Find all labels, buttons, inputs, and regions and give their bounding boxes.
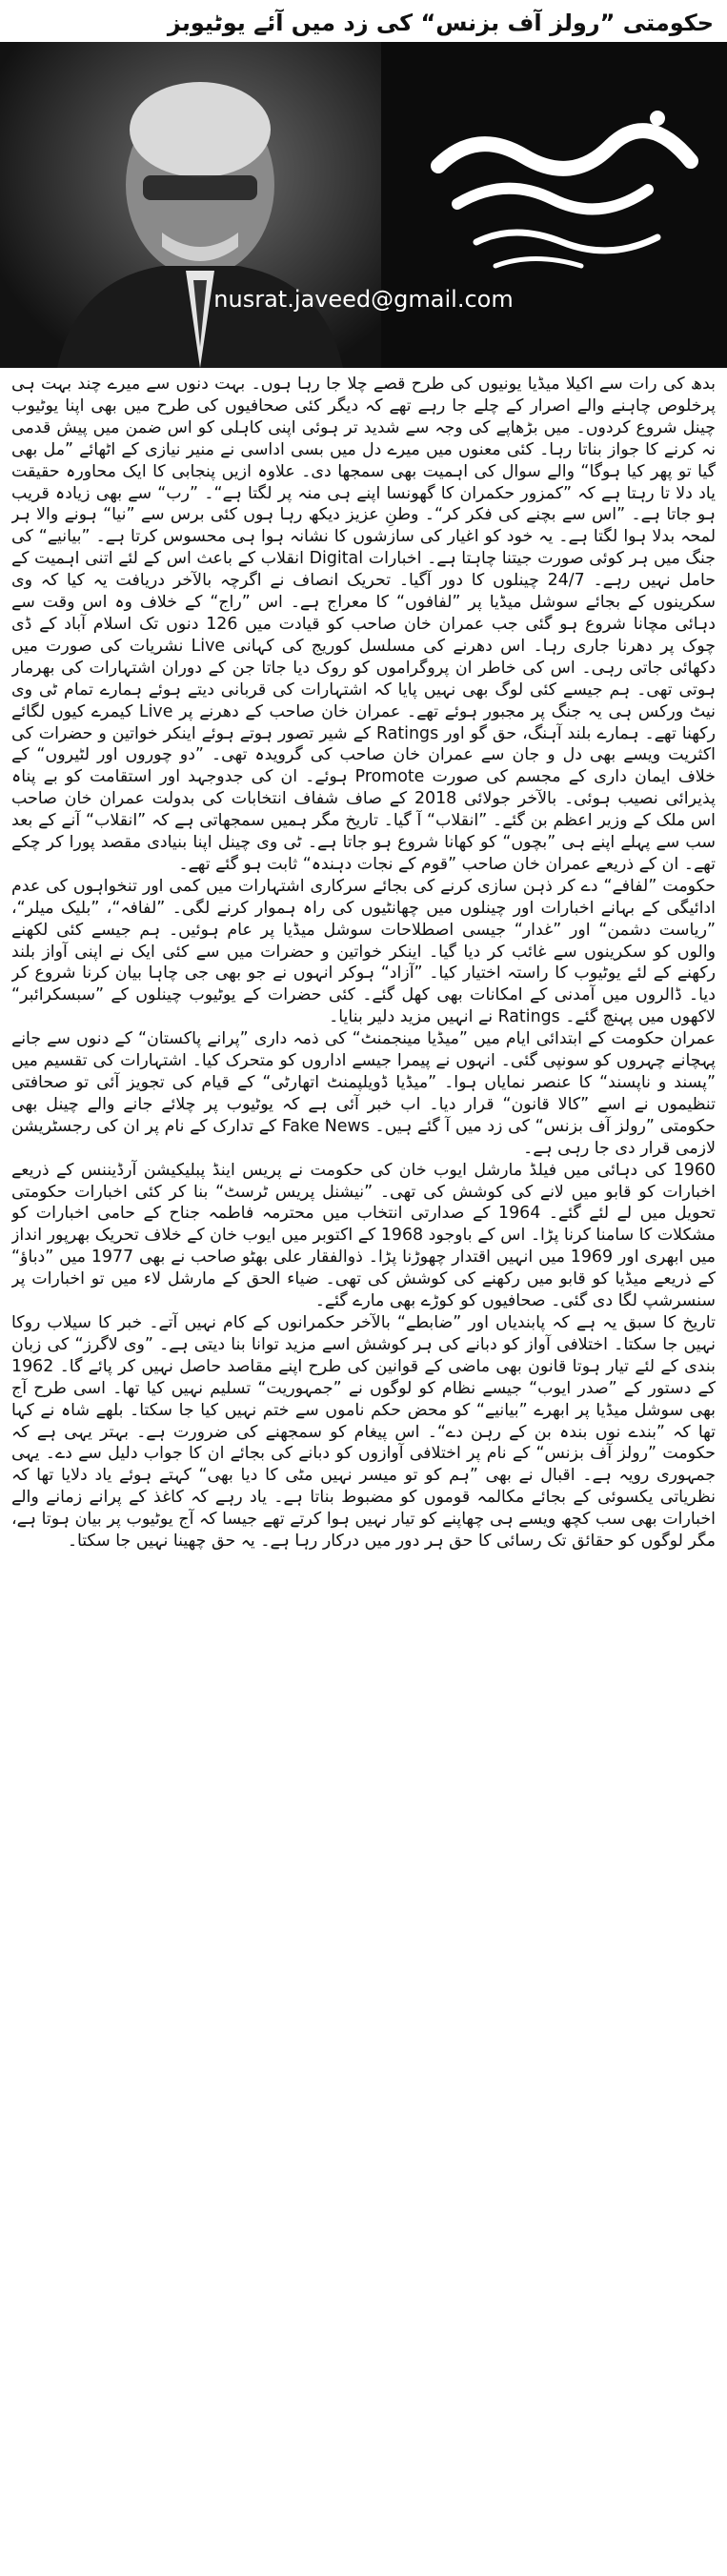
article-paragraph: تاریخ کا سبق یہ ہے کہ پابندیاں اور ”ضابطے“ بالآخر حکمرانوں کے کام نہیں آتے۔ خبر کا سیلاب روکا نہیں جا سکتا۔ اختلافی آواز کو دبانے کی ہر کوشش اسے مزید توانا بنا دیتی ہے۔ ”وی لاگرز“ کی زبان بندی کے لئے تیار ہوتا قانون بھی ماضی کے قوانین کی طرح اپنے مقاصد حاصل نہیں کر پائے گا۔ 1962 کے دستور کے ”صدر ایوب“ جیسے نظام کو لوگوں نے ”جمہوریت“ تسلیم نہیں کیا تھا۔ اسی طرح آج بھی سوشل میڈیا پر ابھرے ”بیانیے“ کو محض حکم ناموں سے ختم نہیں کیا جا سکتا۔ بلھے شاہ نے کہا تھا کہ ”بندے نوں بندہ بن کے رہن دے“۔ اس پیغام کو سمجھنے کی ضرورت ہے۔ بہتر یہی ہے کہ حکومت ”رولز آف بزنس“ کے نام پر اختلافی آوازوں کو دبانے کی بجائے ان کا جواب دلیل سے دے۔ یہی جمہوری رویہ ہے۔ اقبال نے بھی ”ہم کو تو میسر نہیں مٹی کا دیا بھی“ کہتے ہوئے یاد دلایا تھا کہ نظریاتی یکسوئی کے بجائے مکالمہ قوموں کو مضبوط بناتا ہے۔ یاد رہے کہ کاغذ کے پرانے زمانے والے اخبارات بھی سب کچھ ویسے ہی چھاپنے کو تیار نہیں ہوا کرتے تھے جیسا کہ آج یوٹیوب پر بیان ہوتا ہے، مگر لوگوں کو حقائق تک رسائی کا حق ہر دور میں درکار رہا ہے۔ یہ حق چھینا نہیں جا سکتا۔: [11, 1312, 716, 1552]
author-email[interactable]: nusrat.javeed@gmail.com: [213, 286, 514, 313]
article-headline: حکومتی ”رولز آف بزنس“ کی زد میں آئے یوٹیوبز: [167, 10, 714, 36]
article-paragraph: بدھ کی رات سے اکیلا میڈیا یونیوں کی طرح قصے چلا جا رہا ہوں۔ بہت دنوں سے میرے چند بہت ہی پرخلوص چاہنے والے اصرار کے چلے جا رہے تھے کہ دیگر کئی صحافیوں کی طرح میں بھی اپنا یوٹیوب چینل شروع کردوں۔ میں بڑھاپے کی وجہ سے شدید تر ہوئی اپنی کاہلی کو اس ضمن میں پیش قدمی نہ کرنے کا جواز بناتا رہا۔ کئی معنوں میں میرے دل میں بسی اداسی نے منیر نیازی کے اٹھائے ”مل بھی گیا تو پھر کیا ہوگا“ والے سوال کی اہمیت بھی سمجھا دی۔ علاوہ ازیں پنجابی کا ایک محاورہ حقیقت یاد دلا تا رہتا ہے کہ ”کمزور حکمران کا گھونسا اپنے ہی منہ پر لگتا ہے“۔ ”رب“ سے بھی زیادہ قریب ہو جاتا ہے۔ ”اس سے بچنے کی فکر کر“۔ وطنِ عزیز دیکھ رہا ہوں کئی برس سے ”نیا“ ہونے والا ہر لمحہ بدلا ہوا لگتا ہے۔ یہ خود کو اغیار کی سازشوں کا نشانہ ہوا ہی محسوس کرتا ہے۔ ”بیانیے“ کی جنگ میں ہر کوئی صورت جیتنا چاہتا ہے۔ اخبارات Digital انقلاب کے باعث اس کے لئے اتنی اہمیت کے حامل نہیں رہے۔ 24/7 چینلوں کا دور آگیا۔ تحریک انصاف نے اگرچہ بالآخر دریافت یہ کیا کہ وی سکرینوں کے بجائے سوشل میڈیا پر ”لفافوں“ کا معراج ہے۔ اس ”راج“ کے خلاف وہ اس وقت سے دہائی مچانا شروع ہو گئی جب عمران خان صاحب کو قیادت میں 126 دنوں تک اسلام آباد کے ڈی چوک پر دھرنا جاری رہا۔ اس دھرنے کی مسلسل کوریج کی کہانی Live نشریات کی صورت میں دکھائی جاتی رہی۔ اس کی خاطر ان پروگراموں کو روک دیا جاتا جن کے دوران اشتہارات کی بھرمار ہوتی تھی۔ ہم جیسے کئی لوگ بھی نہیں پایا کہ اشتہارات کی قربانی دیتے ہوئے ہمارے تمام ٹی وی نیٹ ورکس ہی یہ جنگ پر مجبور ہوئے تھے۔ عمران خان صاحب کے دھرنے پر Live کیمرے کیوں لگائے رکھنا تھے۔ ہمارے بلند آہنگ، حق گو اور Ratings کے شیر تصور ہوتے ہوئے اینکر خواتین و حضرات کی اکثریت ویسے بھی دل و جان سے عمران خان صاحب کی گرویدہ تھی۔ ”دو چوروں اور لٹیروں“ کے خلاف ایمان داری کے مجسم کی صورت Promote ہوئے۔ ان کی جدوجہد اور استقامت کو بے پناہ پذیرائی نصیب ہوئی۔ بالآخر جولائی 2018 کے صاف شفاف انتخابات کی بدولت عمران خان صاحب اس ملک کے وزیر اعظم بن گئے۔ ”انقلاب“ آ گیا۔ تاریخ مگر ہمیں سمجھاتی ہے کہ ”انقلاب“ آنے کے بعد سب سے پہلے اپنے ہی ”بچوں“ کو کھانا شروع ہو جاتا ہے۔ ٹی وی چینل اپنا بنیادی مقصد پورا کر چکے تھے۔ ان کے ذریعے عمران خان صاحب ”قوم کے نجات دہندہ“ ثابت ہو گئے تھے۔: [11, 375, 716, 874]
article-paragraph: حکومت ”لفافے“ دے کر ذہن سازی کرنے کی بجائے سرکاری اشتہارات میں کمی اور تنخواہوں کی عدم ادائیگی کے بہانے اخبارات اور چینلوں میں چھانٹیوں کی راہ ہموار کرنے لگی۔ ”لفافہ“، ”بلیک میلر“، ”ریاست دشمن“ اور ”غدار“ جیسی اصطلاحات سوشل میڈیا پر عام ہوئیں۔ ہم جیسے کئی لکھنے والوں کو سکرینوں سے غائب کر دیا گیا۔ اینکر خواتین و حضرات میں سے کئی ایک نے اپنی آواز بلند رکھنے کے لئے یوٹیوب کا راستہ اختیار کیا۔ ”آزاد“ ہوکر انہوں نے جو بھی جی چاہا بیان کرنا شروع کر دیا۔ ڈالروں میں آمدنی کے امکانات بھی کھل گئے۔ کئی حضرات کے یوٹیوب چینلوں کے ”سبسکرائبر“ لاکھوں میں پہنچ گئے۔ Ratings نے انہیں مزید دلیر بنایا۔: [11, 876, 716, 1027]
column-banner: [0, 42, 727, 368]
author-photo: [0, 42, 381, 368]
author-portrait-image: [0, 42, 381, 368]
article-paragraph: عمران حکومت کے ابتدائی ایام میں ”میڈیا مینجمنٹ“ کی ذمہ داری ”پرانے پاکستان“ کے دنوں سے جانے پہچانے چہروں کو سونپی گئی۔ انہوں نے پیمرا جیسے اداروں کو متحرک کیا۔ اشتہارات کی تقسیم میں ”پسند و ناپسند“ کا عنصر نمایاں ہوا۔ ”میڈیا ڈویلپمنٹ اتھارٹی“ کے قیام کی تجویز آئی تو صحافتی تنظیموں نے اسے ”کالا قانون“ قرار دیا۔ اب خبر آئی ہے کہ یوٹیوب پر چلائے جانے والے چینل بھی حکومتی ”رولز آف بزنس“ کی زد میں آ گئے ہیں۔ Fake News کے تدارک کے نام پر ان کی رجسٹریشن لازمی قرار دی جا رہی ہے۔: [11, 1029, 716, 1158]
article-body: [11, 374, 716, 2570]
article-paragraph: 1960 کی دہائی میں فیلڈ مارشل ایوب خان کی حکومت نے پریس اینڈ پبلیکیشن آرڈیننس کے ذریعے اخبارات کو قابو میں لانے کی کوشش کی تھی۔ ”نیشنل پریس ٹرسٹ“ بنا کر کئی اخبارات حکومتی تحویل میں لے لئے گئے۔ 1964 کے صدارتی انتخاب میں محترمہ فاطمہ جناح کے حامی اخبارات کو مشکلات کا سامنا کرنا پڑا۔ اس کے باوجود 1968 کے اکتوبر میں ایوب خان کے خلاف تحریک بھرپور انداز میں ابھری اور 1969 میں انہیں اقتدار چھوڑنا پڑا۔ ذوالفقار علی بھٹو صاحب نے بھی 1977 میں ”دباؤ“ کے ذریعے میڈیا کو قابو میں رکھنے کی کوشش کی تھی۔ ضیاء الحق کے مارشل لاء میں تو اخبارات پر سنسرشپ لگا دی گئی۔ صحافیوں کو کوڑے بھی مارے گئے۔: [11, 1160, 716, 1311]
